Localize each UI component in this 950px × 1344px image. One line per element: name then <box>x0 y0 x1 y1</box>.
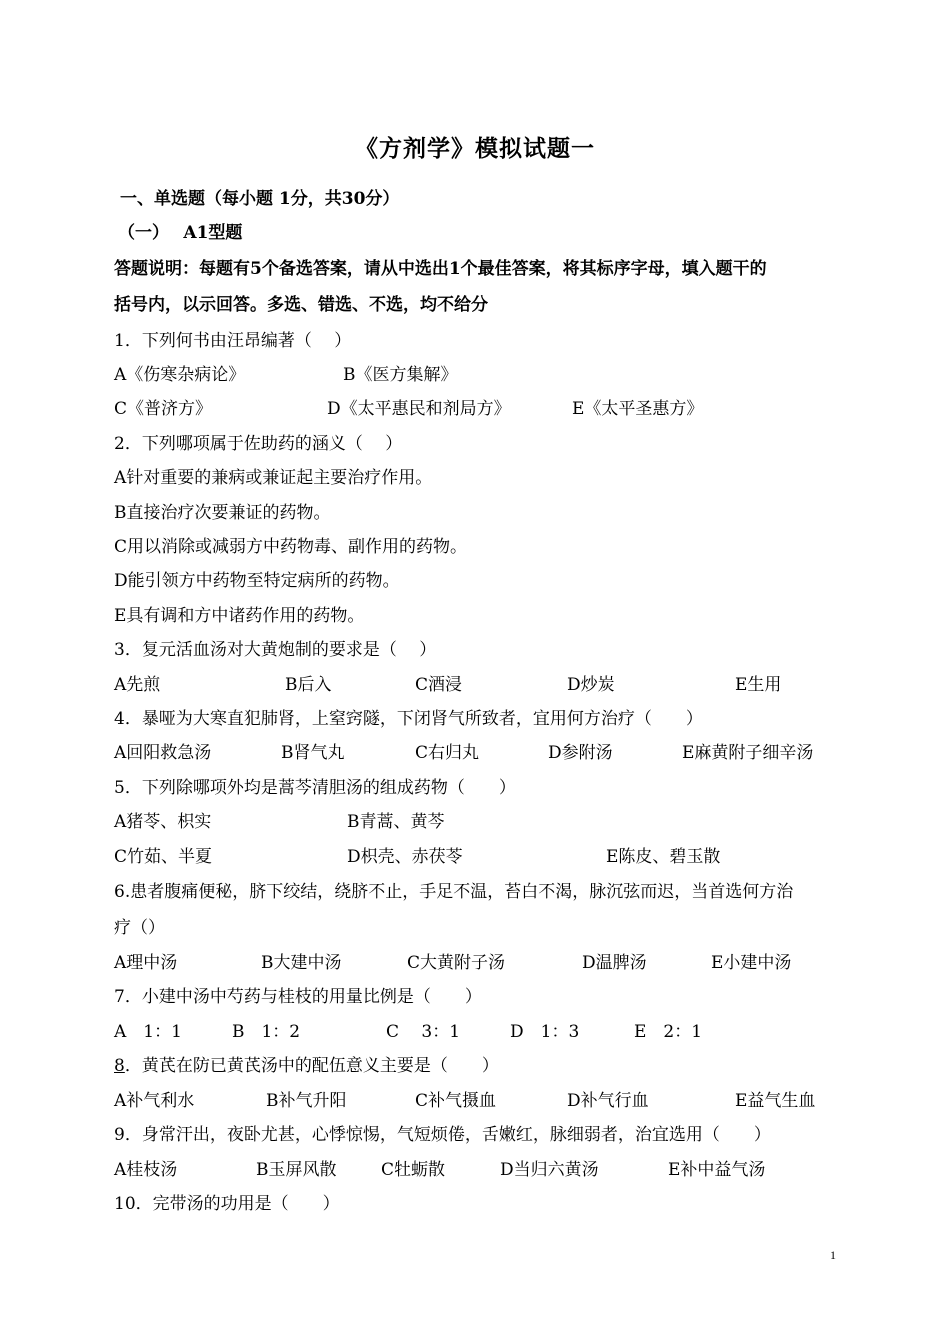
q5-option-b: B青蒿、黄芩 <box>347 812 445 832</box>
q3-option-d: D炒炭 <box>567 675 615 695</box>
q7-option-c: C 3：1 <box>386 1022 461 1042</box>
q6-option-b: B大建中汤 <box>261 953 342 973</box>
q3-option-e: E生用 <box>735 675 782 695</box>
q6-option-e: E小建中汤 <box>711 953 792 973</box>
question-9-stem: 9．身常汗出，夜卧尤甚，心悸惊惕，气短烦倦，舌嫩红，脉细弱者，治宜选用（ ） <box>114 1125 771 1145</box>
q7-option-b: B 1：2 <box>232 1022 301 1042</box>
question-4-stem: 4．暴哑为大寒直犯肺肾，上窒窍隧，下闭肾气所致者，宜用何方治疗（ ） <box>114 709 703 729</box>
q9-option-b: B玉屏风散 <box>256 1160 337 1180</box>
question-6-stem: 6.患者腹痛便秘，脐下绞结，绕脐不止，手足不温，苔白不渴，脉沉弦而迟，当首选何方治 <box>114 882 794 902</box>
q4-option-b: B肾气丸 <box>281 743 345 763</box>
q9-option-a: A桂枝汤 <box>114 1160 178 1180</box>
q6-option-a: A理中汤 <box>114 953 178 973</box>
q3-option-a: A先煎 <box>114 675 161 695</box>
question-8-text: ．黄芪在防已黄芪汤中的配伍意义主要是（ ） <box>124 1056 499 1076</box>
question-8-number: 8 <box>114 1056 125 1076</box>
q4-option-c: C右归丸 <box>415 743 480 763</box>
q6-option-c: C大黄附子汤 <box>407 953 506 973</box>
q9-option-d: D当归六黄汤 <box>500 1160 599 1180</box>
q3-option-b: B后入 <box>285 675 332 695</box>
q2-option-a: A针对重要的兼病或兼证起主要治疗作用。 <box>114 468 433 488</box>
q4-option-e: E麻黄附子细辛汤 <box>682 743 814 763</box>
q5-option-c: C竹茹、半夏 <box>114 847 213 867</box>
q8-option-a: A补气利水 <box>114 1091 195 1111</box>
page-title: 《方剂学》模拟试题一 <box>355 135 595 162</box>
instructions-line-2: 括号内，以示回答。多选、错选、不选，均不给分 <box>114 295 488 315</box>
question-8-stem <box>114 1055 499 1077</box>
page-number: 1 <box>830 1248 836 1262</box>
q2-option-c: C用以消除或减弱方中药物毒、副作用的药物。 <box>114 537 468 557</box>
q1-option-e: E《太平圣惠方》 <box>572 399 704 419</box>
q1-option-a: A《伤寒杂病论》 <box>114 365 246 385</box>
q8-option-e: E益气生血 <box>735 1091 816 1111</box>
q5-option-d: D枳壳、赤茯苓 <box>347 847 463 867</box>
q9-option-c: C牡蛎散 <box>381 1160 446 1180</box>
q2-option-d: D能引领方中药物至特定病所的药物。 <box>114 571 400 591</box>
instructions-line-1: 答题说明：每题有5个备选答案，请从中选出1个最佳答案，将其标序字母，填入题干的 <box>114 259 767 279</box>
q7-option-d: D 1：3 <box>510 1022 580 1042</box>
q8-option-d: D补气行血 <box>567 1091 649 1111</box>
q6-option-d: D温脾汤 <box>582 953 647 973</box>
section-heading: 一、单选题（每小题 1分，共30分） <box>120 189 400 209</box>
question-1-stem: 1．下列何书由汪昂编著（ ） <box>114 331 352 351</box>
q8-option-b: B补气升阳 <box>266 1091 347 1111</box>
q4-option-a: A回阳救急汤 <box>114 743 212 763</box>
q4-option-d: D参附汤 <box>548 743 613 763</box>
q9-option-e: E补中益气汤 <box>668 1160 766 1180</box>
q7-option-e: E 2：1 <box>634 1022 703 1042</box>
q3-option-c: C酒浸 <box>415 675 463 695</box>
question-3-stem: 3．复元活血汤对大黄炮制的要求是（ ） <box>114 640 437 660</box>
question-10-stem: 10．完带汤的功用是（ ） <box>114 1194 340 1214</box>
question-6-stem-cont: 疗（） <box>114 918 165 938</box>
q1-option-c: C《普济方》 <box>114 399 213 419</box>
q8-option-c: C补气摄血 <box>415 1091 497 1111</box>
subsection-heading: （一） A1型题 <box>118 223 243 243</box>
q1-option-b: B《医方集解》 <box>343 365 458 385</box>
q2-option-e: E具有调和方中诸药作用的药物。 <box>114 606 365 626</box>
q7-option-a: A 1：1 <box>114 1022 182 1042</box>
q5-option-e: E陈皮、碧玉散 <box>606 847 721 867</box>
q5-option-a: A猪苓、枳实 <box>114 812 212 832</box>
question-7-stem: 7．小建中汤中芍药与桂枝的用量比例是（ ） <box>114 987 482 1007</box>
q1-option-d: D《太平惠民和剂局方》 <box>327 399 511 419</box>
question-5-stem: 5．下列除哪项外均是蒿芩清胆汤的组成药物（ ） <box>114 778 516 798</box>
q2-option-b: B直接治疗次要兼证的药物。 <box>114 503 331 523</box>
question-2-stem: 2．下列哪项属于佐助药的涵义（ ） <box>114 434 403 454</box>
